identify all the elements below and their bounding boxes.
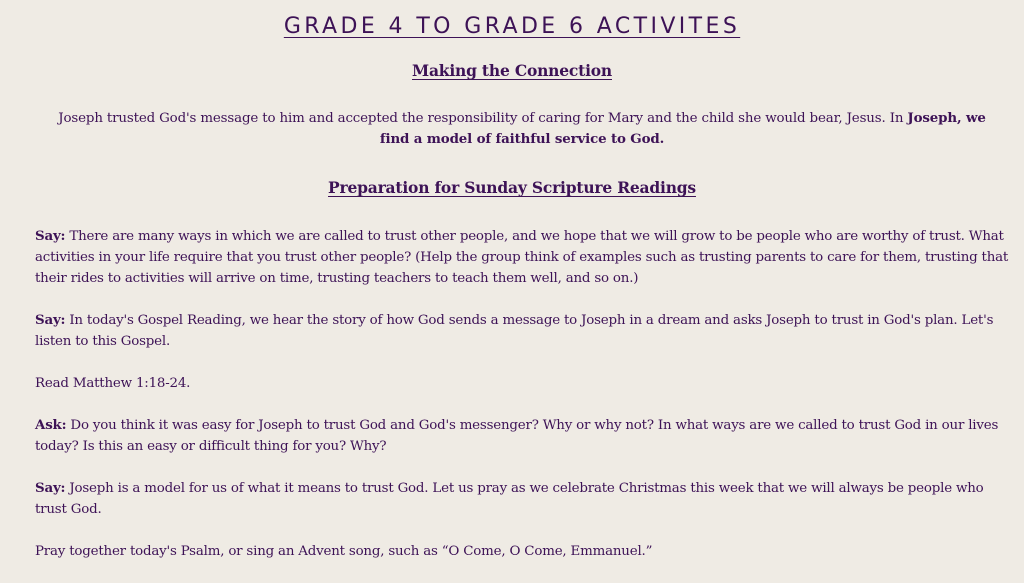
paragraph-say-trust [35, 226, 1010, 289]
intro-text: Joseph trusted God's message to him and accepted the responsibility of caring for Mary and the child she would bear, Jesus. In [58, 111, 908, 126]
paragraph-label: Say: [35, 480, 66, 496]
paragraph-say-model [35, 478, 1010, 520]
intro-bold-text: Joseph, we find a model of faithful service to God. [379, 110, 986, 147]
section-heading-preparation: Preparation for Sunday Scripture Readings [328, 178, 696, 197]
paragraph-pray [35, 541, 1010, 562]
intro-paragraph [44, 108, 1000, 150]
paragraph-text: Joseph is a model for us of what it means to trust God. Let us pray as we celebrate Christmas this week that we will always be people who trust God. [35, 481, 984, 517]
paragraph-read [35, 373, 1010, 394]
paragraph-ask [35, 415, 1010, 457]
paragraph-text: Do you think it was easy for Joseph to trust God and God's messenger? Why or why not? In what ways are we called to trust God in our lives today? Is this an easy or difficult thing for you? Why? [35, 418, 999, 454]
paragraph-text: Read Matthew 1:18-24. [35, 376, 191, 391]
paragraph-label: Say: [35, 228, 66, 244]
paragraph-text: In today's Gospel Reading, we hear the story of how God sends a message to Joseph in a dream and asks Joseph to trust in God's plan. Let's listen to this Gospel. [35, 313, 994, 349]
section-heading-making-the-connection: Making the Connection [412, 61, 612, 80]
body-content [35, 226, 1010, 583]
paragraph-text: There are many ways in which we are called to trust other people, and we hope that we will grow to be people who are worthy of trust. What activities in your life require that you trust other people? (Help the group think of examples such as trusting parents to care for them, trusting that their rides to activities will arrive on time, trusting teachers to teach them well, and so on.) [35, 229, 1009, 286]
paragraph-text: Pray together today's Psalm, or sing an Advent song, such as “O Come, O Come, Emmanuel.” [35, 544, 653, 559]
paragraph-label: Ask: [35, 417, 67, 433]
paragraph-label: Say: [35, 312, 66, 328]
paragraph-say-gospel [35, 310, 1010, 352]
slide-title: GRADE 4 TO GRADE 6 ACTIVITES [283, 14, 741, 39]
